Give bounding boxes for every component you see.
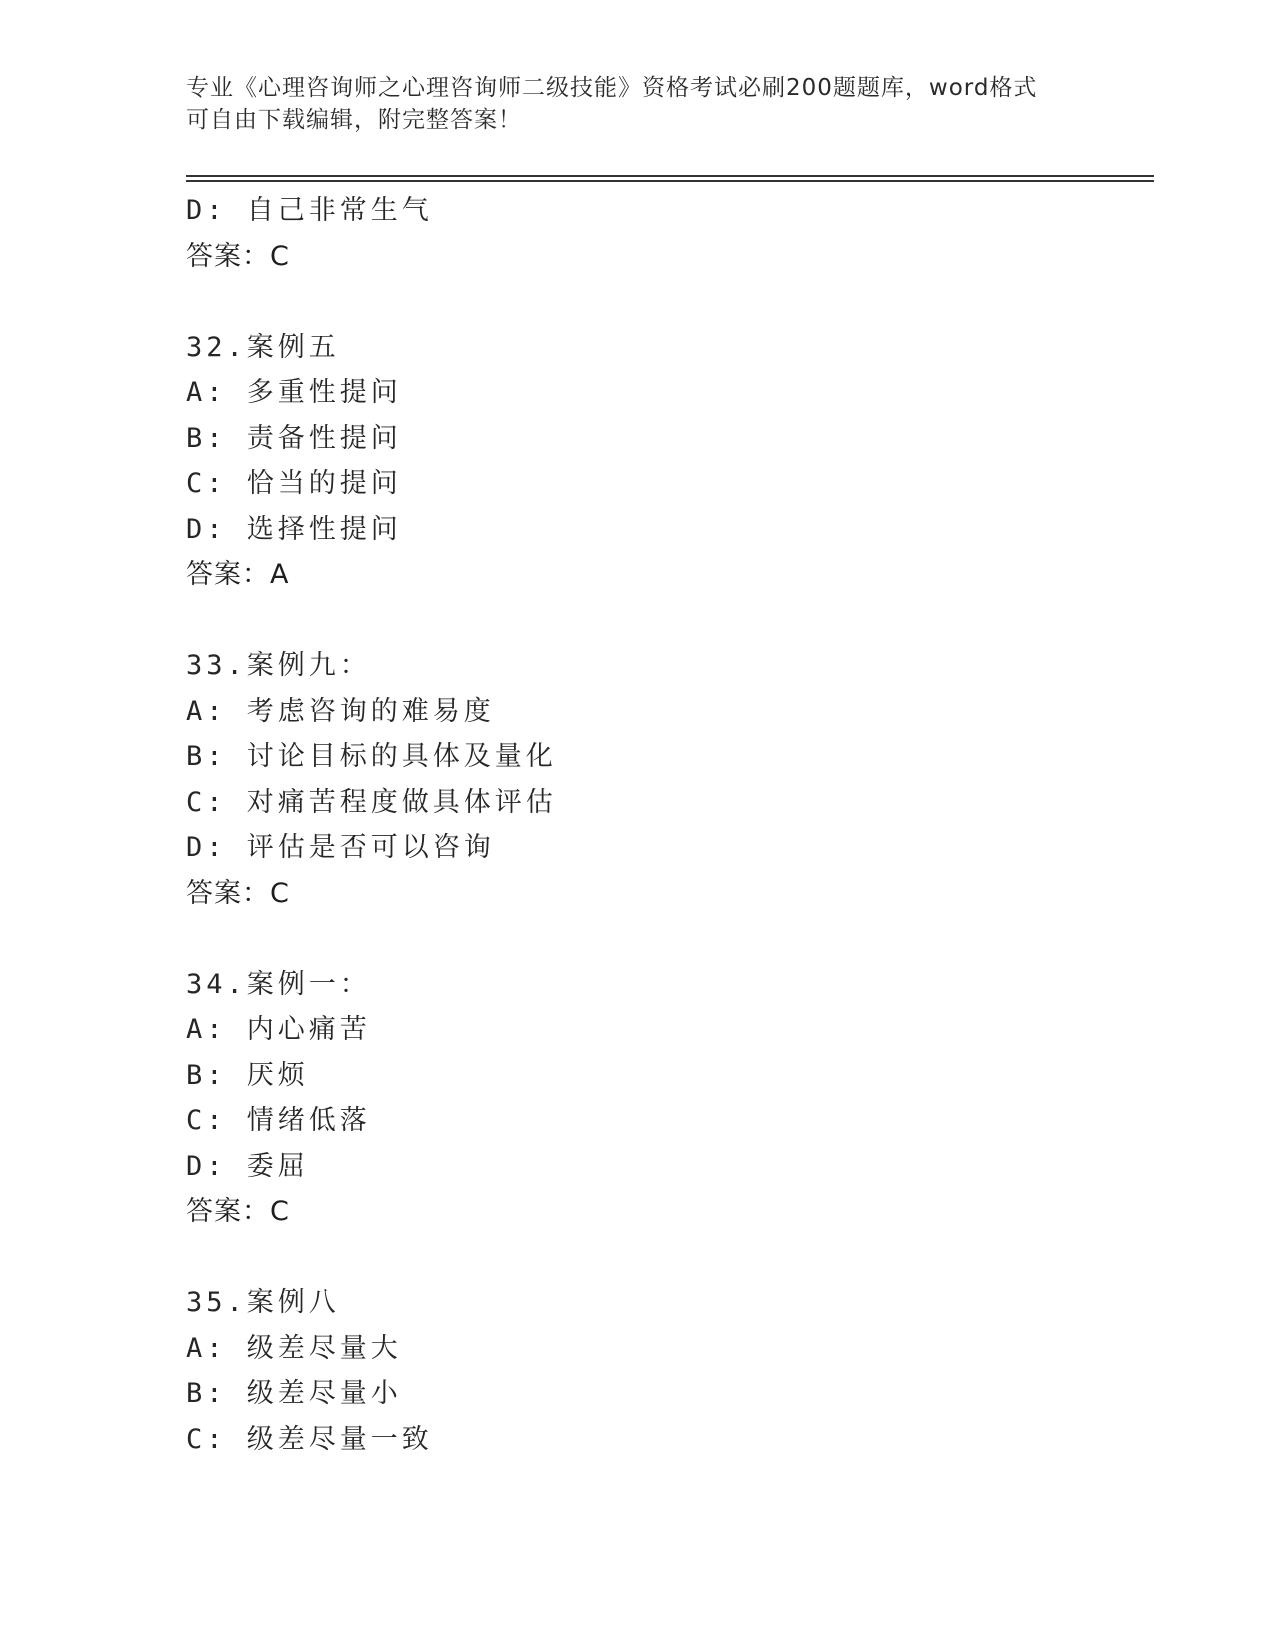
option-b: B: 厌烦 xyxy=(186,1059,309,1091)
spacer xyxy=(186,916,1146,962)
question-title: 32.案例五 xyxy=(186,331,340,363)
header-title-line-1: 专业《心理咨询师之心理咨询师二级技能》资格考试必刷200题题库，word格式 xyxy=(186,75,1038,101)
option-d: D: 选择性提问 xyxy=(186,513,402,545)
header-divider-bottom xyxy=(186,180,1154,182)
question-title: 34.案例一： xyxy=(186,968,371,1000)
spacer xyxy=(186,1235,1146,1281)
question-34 xyxy=(186,962,1146,1235)
option-a: A: 多重性提问 xyxy=(186,377,402,408)
question-list xyxy=(186,188,1146,1462)
option-d: D: 委屈 xyxy=(186,1150,309,1182)
option-b: B: 讨论目标的具体及量化 xyxy=(186,741,557,772)
question-35 xyxy=(186,1280,1146,1462)
answer-line: 答案：A xyxy=(186,559,290,590)
option-a: A: 考虑咨询的难易度 xyxy=(186,695,495,727)
option-c: C: 对痛苦程度做具体评估 xyxy=(186,786,557,818)
option-b: B: 责备性提问 xyxy=(186,422,402,454)
question-title: 33.案例九： xyxy=(186,650,371,681)
header-divider-top xyxy=(186,175,1154,177)
spacer xyxy=(186,279,1146,325)
answer-line: 答案：C xyxy=(186,877,290,909)
option-d: D: 自己非常生气 xyxy=(186,195,433,226)
option-a: A: 内心痛苦 xyxy=(186,1014,371,1045)
option-d: D: 评估是否可以咨询 xyxy=(186,832,495,863)
question-title: 35.案例八 xyxy=(186,1287,340,1318)
answer-line: 答案：C xyxy=(186,240,290,272)
option-b: B: 级差尽量小 xyxy=(186,1378,402,1409)
question-33 xyxy=(186,643,1146,916)
question-31-tail xyxy=(186,188,1146,279)
question-32 xyxy=(186,325,1146,598)
spacer xyxy=(186,598,1146,644)
document-header xyxy=(186,72,1086,136)
header-title-line-2: 可自由下载编辑，附完整答案！ xyxy=(186,107,522,133)
answer-line: 答案：C xyxy=(186,1196,290,1227)
option-c: C: 级差尽量一致 xyxy=(186,1423,433,1455)
option-c: C: 情绪低落 xyxy=(186,1105,371,1136)
option-c: C: 恰当的提问 xyxy=(186,468,402,499)
option-a: A: 级差尽量大 xyxy=(186,1332,402,1364)
